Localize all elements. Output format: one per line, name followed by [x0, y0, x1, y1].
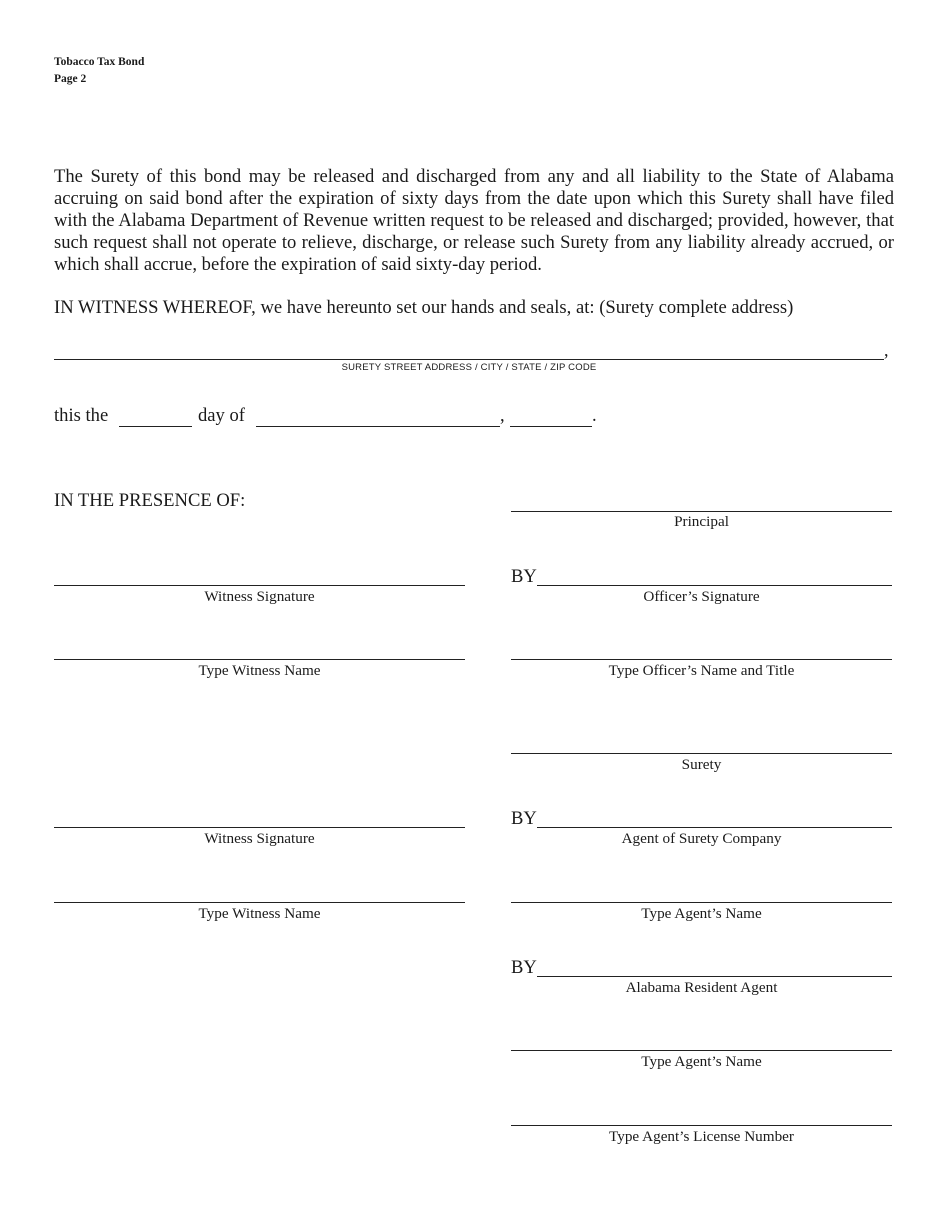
witness-signature-line-1[interactable] — [54, 585, 465, 586]
form-title: Tobacco Tax Bond — [54, 56, 145, 68]
principal-caption: Principal — [674, 513, 729, 530]
witness-name-line-2[interactable] — [54, 902, 465, 903]
resident-agent-line[interactable] — [537, 976, 892, 977]
resident-agent-caption: Alabama Resident Agent — [625, 979, 778, 996]
agent-license-line[interactable] — [511, 1125, 892, 1126]
officer-name-caption: Type Officer’s Name and Title — [608, 662, 795, 679]
date-this-the: this the — [54, 405, 109, 426]
address-comma: , — [884, 340, 889, 360]
surety-agent-line[interactable] — [537, 827, 892, 828]
officer-signature-line[interactable] — [537, 585, 892, 586]
surety-caption: Surety — [681, 756, 722, 773]
surety-agent-caption: Agent of Surety Company — [621, 830, 782, 847]
officer-signature-caption: Officer’s Signature — [643, 588, 760, 605]
surety-address-line[interactable] — [54, 359, 884, 360]
by-label-officer: BY — [511, 566, 537, 587]
date-year-line[interactable] — [510, 426, 592, 427]
agent-name-caption-2: Type Agent’s Name — [641, 1053, 762, 1070]
surety-line[interactable] — [511, 753, 892, 754]
witness-statement: IN WITNESS WHEREOF, we have hereunto set our hands and seals, at: (Surety complete address) — [54, 297, 794, 318]
by-label-surety-agent: BY — [511, 808, 537, 829]
date-day-of: day of — [198, 405, 245, 426]
date-month-line[interactable] — [256, 426, 500, 427]
agent-name-caption-1: Type Agent’s Name — [641, 905, 762, 922]
date-comma: , — [500, 405, 505, 426]
date-period: . — [592, 405, 597, 426]
witness-name-caption-1: Type Witness Name — [198, 662, 321, 679]
agent-license-caption: Type Agent’s License Number — [609, 1128, 794, 1145]
release-paragraph: The Surety of this bond may be released and discharged from any and all liability to the State of Alabama accruing on said bond after the expiration of sixty days from the date upon which this Surety shall have filed with the Alabama Department of Revenue written request to be released and discharged; provided, however, that such request shall not operate to relieve, discharge, or release such Surety from any liability already accrued, or which shall accrue, before the expiration of said sixty-day period. — [54, 166, 894, 275]
witness-signature-caption-1: Witness Signature — [204, 588, 315, 605]
presence-label: IN THE PRESENCE OF: — [54, 490, 246, 511]
witness-signature-caption-2: Witness Signature — [204, 830, 315, 847]
witness-name-caption-2: Type Witness Name — [198, 905, 321, 922]
witness-name-line-1[interactable] — [54, 659, 465, 660]
principal-line[interactable] — [511, 511, 892, 512]
agent-name-line-2[interactable] — [511, 1050, 892, 1051]
page-number: Page 2 — [54, 73, 87, 85]
witness-signature-line-2[interactable] — [54, 827, 465, 828]
by-label-resident-agent: BY — [511, 957, 537, 978]
surety-address-caption: SURETY STREET ADDRESS / CITY / STATE / ZIP CODE — [341, 362, 597, 373]
agent-name-line-1[interactable] — [511, 902, 892, 903]
date-day-line[interactable] — [119, 426, 192, 427]
officer-name-line[interactable] — [511, 659, 892, 660]
